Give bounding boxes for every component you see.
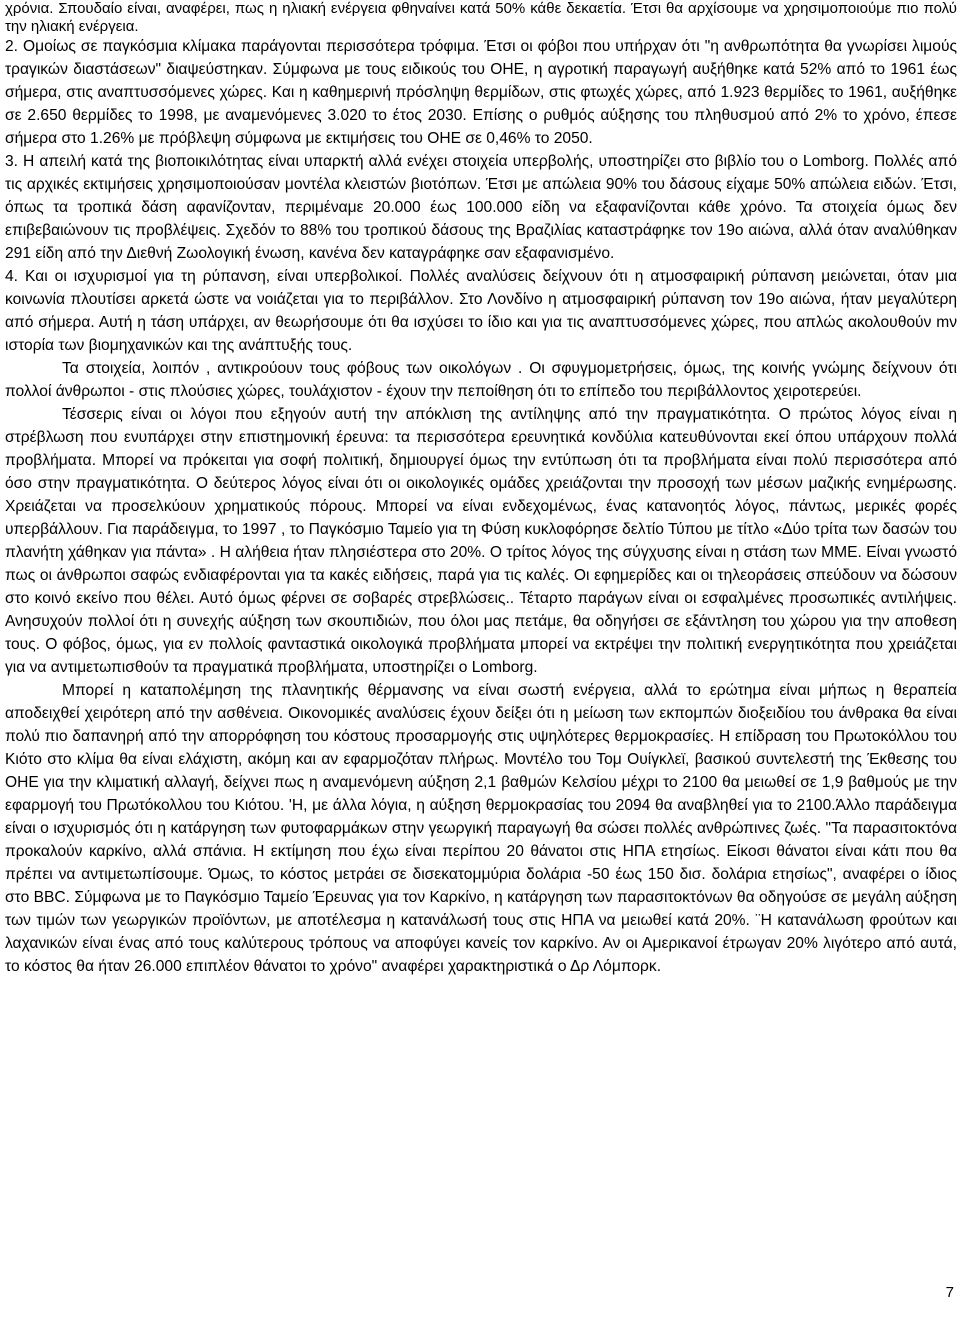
paragraph-pollution: 4. Και οι ισχυρισμοί για τη ρύπανση, είναι υπερβολικοί. Πολλές αναλύσεις δείχνουν ότι η ατμοσφαιρική ρύπανση μειώνεται, όταν μια κοινωνία πλουτίσει αρκετά ώστε να νοιάζεται για το περιβάλλον. Στο Λονδίνο η ατμοσφαιρική ρύπανση τον 19ο αιώνα, ήταν μεγαλύτερη από σήμερα. Αυτή η τάση υπάρχει, αν θεωρήσουμε ότι θα ισχύσει το ίδιο και για τις αναπτυσσόμενες χώρες, που απλώς ακολουθούν mν ιστορία των βιομηχανικών και της ανάπτυξής τους. <box>5 268 957 354</box>
paragraph-solar-energy: χρόνια. Σπουδαίο είναι, αναφέρει, πως η ηλιακή ενέργεια φθηναίνει κατά 50% κάθε δεκαετία. Έτσι θα αρχίσουμε να χρησιμοποιούμε πιο πολύ την ηλιακή ενέργεια. <box>5 0 957 35</box>
page-number: 7 <box>945 1284 954 1301</box>
paragraph-food-production: 2. Ομοίως σε παγκόσμια κλίμακα παράγονται περισσότερα τρόφιμα. Έτσι οι φόβοι που υπήρχαν ότι "η ανθρωπότητα θα γνωρίσει λιμούς τραγικών διαστάσεων" διαψεύστηκαν. Σύμφωνα με τους ειδικούς του ΟΗΕ, η αγροτική παραγωγή αυξήθηκε κατά 52% από το 1961 έως σήμερα, στις αναπτυσσόμενες χώρες. Και η καθημερινή πρόσληψη θερμίδων, στις φτωχές χώρες, από 1.923 θερμίδες το 1961, αυξήθηκε σε 2.650 θερμίδες το 1998, με αναμενόμενες 3.020 το έτος 2030. Επίσης ο ρυθμός αύξησης του πληθυσμού από 2% το χρόνο, έπεσε σήμερα στο 1.26% με πρόβλεψη σύμφωνα με εκτιμήσεις του ΟΗΕ σε 0,46% το 2050. <box>5 38 957 147</box>
document-body <box>5 0 957 978</box>
paragraph-public-opinion: Τα στοιχεία, λοιπόν , αντικρούουν τους φόβους των οικολόγων . Οι σφυγμομετρήσεις, όμως, της κοινής γνώμης δείχνουν ότι πολλοί άνθρωποι - στις πλούσιες χώρες, τουλάχιστον - έχουν την πεποίθηση ότι το επίπεδο του περιβάλλοντος χειροτερεύει. <box>5 360 957 400</box>
paragraph-four-reasons: Τέσσερις είναι οι λόγοι που εξηγούν αυτή την απόκλιση της αντίληψης από την πραγματικότητα. Ο πρώτος λόγος είναι η στρέβλωση που ενυπάρχει στην επιστημονική έρευνα: τα περισσότερα ερευνητικά κονδύλια κατευθύνονται εκεί όπου υπάρχουν πολλά προβλήματα. Μπορεί να πρόκειται για σοφή πολιτική, δημιουργεί όμως την εντύπωση ότι τα προβλήματα είναι πολύ περισσότερα από όσο στην πραγματικότητα. Ο δεύτερος λόγος είναι ότι οι οικολογικές ομάδες χρειάζονται την προσοχή των μέσων μαζικής ενημέρωσης. Χρειάζεται να προσελκύουν χρηματικούς πόρους. Μπορεί να είναι ενδεχομένως, ένας κατανοητός λόγος, πάντως, μερικές φορές υπερβάλλουν. Για παράδειγμα, το 1997 , το Παγκόσμιο Ταμείο για τη Φύση κυκλοφόρησε δελτίο Τύπου με τίτλο «Δύο τρίτα των δασών του πλανήτη χάθηκαν για πάντα» . Η αλήθεια ήταν πλησιέστερα στο 20%. Ο τρίτος λόγος της σύγχυσης είναι η στάση των ΜΜΕ. Είναι γνωστό πως οι άνθρωποι σαφώς ενδιαφέρονται για τα κακές ειδήσεις, παρά για τις καλές. Οι εφημερίδες και οι τηλεοράσεις σπεύδουν να δώσουν στο κοινό εκείνο που θέλει. Αυτό όμως φέρνει σε σοβαρές στρεβλώσεις.. Τέταρτο παράγων είναι οι εσφαλμένες προσωπικές αντιλήψεις. Ανησυχούν πολλοί ότι η συνεχής αύξηση των σκουπιδιών, που όλοι μας πετάμε, θα οδηγήσει σε εξάντληση του χώρου για την αποθεση τους. Ο φόβος, όμως, για εν πολλοίς φανταστικά οικολογικά προβλήματα μπορεί να εκτρέψει την πολιτική ενεργητικότητα που χρειάζεται για να αντιμετωπισθούν τα πραγματικά προβλήματα, υποστηρίζει ο Lomborg. <box>5 406 957 676</box>
paragraph-biodiversity: 3. Η απειλή κατά της βιοποικιλότητας είναι υπαρκτή αλλά ενέχει στοιχεία υπερβολής, υποστηρίζει στο βιβλίο του ο Lomborg. Πολλές από τις αρχικές εκτιμήσεις χρησιμοποιούσαν μοντέλα κλειστών βιοτόπων. Έτσι με απώλεια 90% του δάσους είχαμε 50% απώλεια ειδών. Έτσι, όπως τα τροπικά δάση αφανίζονταν, περιμέναμε 20.000 έως 100.000 είδη να εξαφανίζονται κάθε χρόνο. Τα στοιχεία όμως δεν επιβεβαιώνουν τις προβλέψεις. Σχεδόν το 88% του τροπικού δάσους της Βραζιλίας καταστράφηκε τον 19ο αιώνα, αλλά όταν αναλύθηκαν 291 είδη από την Διεθνή Ζωολογική ένωση, κανένα δεν καταγράφηκε σαν εξαφανισμένο. <box>5 153 957 262</box>
paragraph-global-warming: Μπορεί η καταπολέμηση της πλανητικής θέρμανσης να είναι σωστή ενέργεια, αλλά το ερώτημα είναι μήπως η θεραπεία αποδειχθεί χειρότερη από την ασθένεια. Οικονομικές αναλύσεις έχουν δείξει ότι η μείωση των εκπομπών διοξειδίου του άνθρακα θα είναι πολύ πιο δαπανηρή από την απορρόφηση του κόστους προσαρμογής στις υψηλότερες θερμοκρασίες. Η επίδραση του Πρωτοκόλλου του Κιότο στο κλίμα θα είναι ελάχιστη, ακόμη και αν εφαρμοζόταν πλήρως. Μοντέλο του Τομ Ουίγκλεϊ, βασικού συντελεστή της Έκθεσης του ΟΗΕ για την κλιματική αλλαγή, δείχνει πως η αναμενόμενη αύξηση 2,1 βαθμών Κελσίου μέχρι το 2100 θα μειωθεί σε 1,9 βαθμούς με την εφαρμογή του Πρωτόκολλου του Κιότου. 'Η, με άλλα λόγια, η αύξηση θερμοκρασίας του 2094 θα αναβληθεί για το 2100.Άλλο παράδειγμα είναι ο ισχυρισμός ότι η κατάργηση των φυτοφαρμάκων στην γεωργική παραγωγή θα σώσει πολλές ανθρώπινες ζωές. "Τα παρασιτοκτόνα προκαλούν καρκίνο, αλλά σπάνια. Η εκτίμηση που έχω είναι περίπου 20 θάνατοι στις ΗΠΑ ετησίως. Είκοσι θάνατοι είναι κάτι που θα πρέπει να αντιμετωπίσουμε. Όμως, το κόστος μετράει σε δισεκατομμύρια δολάρια -50 έως 150 δισ. δολάρια ετησίως", αναφέρει ο ίδιος στο BBC. Σύμφωνα με το Παγκόσμιο Ταμείο Έρευνας για τον Καρκίνο, η κατάργηση των παρασιτοκτόνων θα οδηγούσε σε μεγάλη αύξηση των τιμών των γεωργικών προϊόντων, με αποτέλεσμα η κατανάλωσή τους στις ΗΠΑ να μειωθεί κατά 20%. ¨Η κατανάλωση φρούτων και λαχανικών είναι ένας από τους καλύτερους τρόπους να αποφύγει κανείς τον καρκίνο. Αν οι Αμερικανοί έτρωγαν 20% λιγότερο από αυτά, το κόστος θα ήταν 26.000 επιπλέον θάνατοι το χρόνο" αναφέρει χαρακτηριστικά ο Δρ Λόμπορκ. <box>5 682 957 975</box>
